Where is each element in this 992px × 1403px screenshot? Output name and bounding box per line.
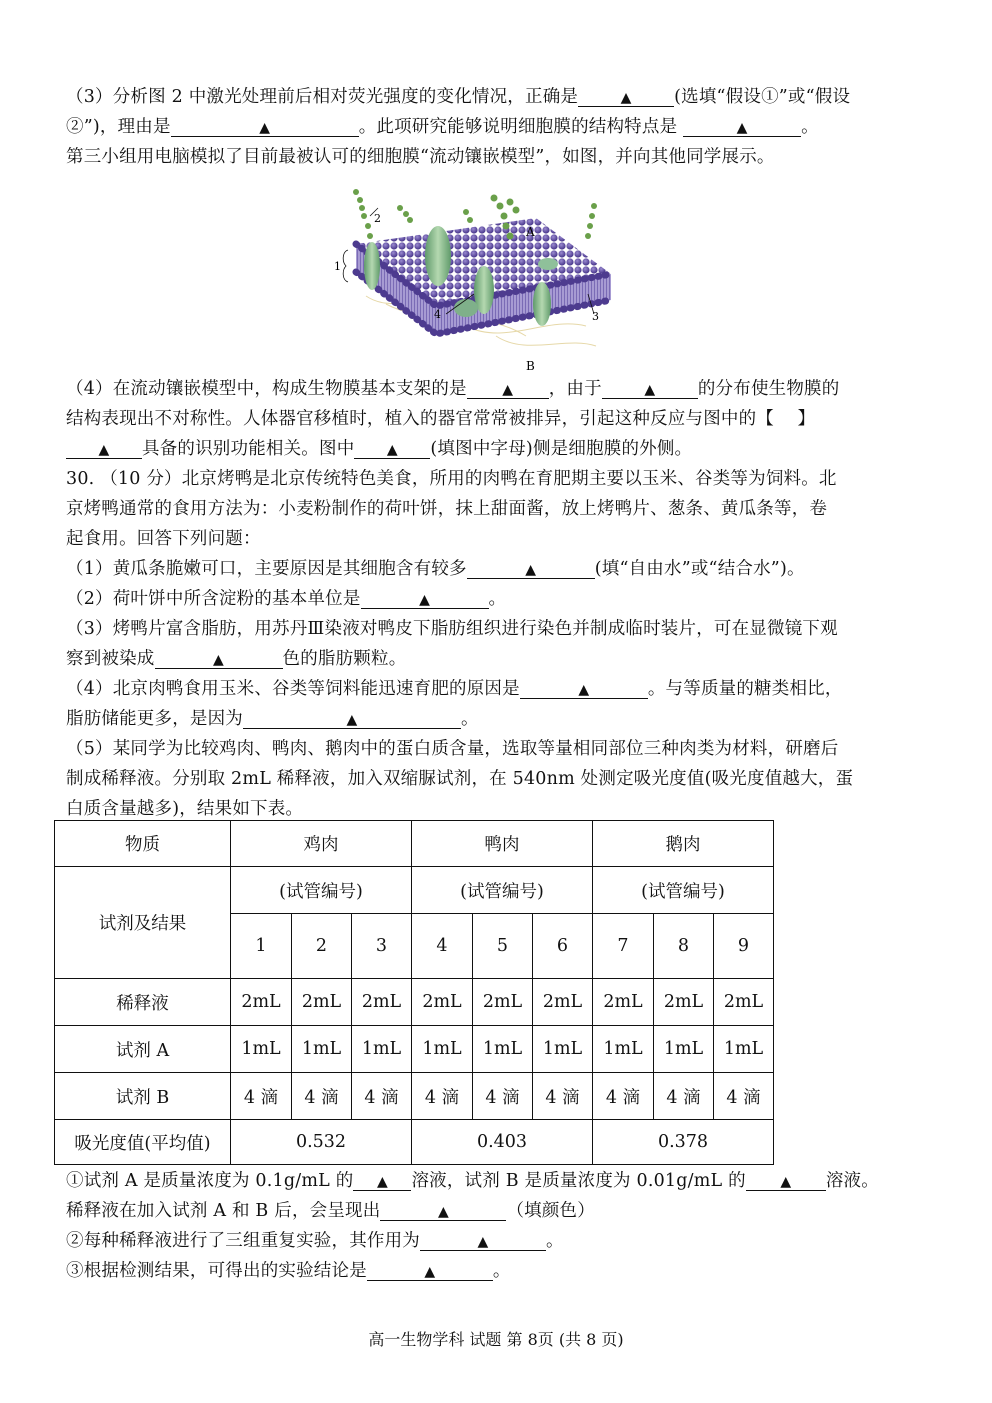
answer-mark: ▲	[780, 1174, 792, 1190]
q29-intro	[66, 142, 926, 172]
table-row	[55, 821, 774, 867]
q30-3-text: （3）烤鸭片富含脂肪，用苏丹Ⅲ染液对鸭皮下脂肪组织进行染色并制成临时装片，可在显微镜下观	[66, 619, 838, 639]
q29-3-text: （3）分析图 2 中激光处理前后相对荧光强度的变化情况，正确是	[66, 87, 579, 107]
answer-mark: ▲	[502, 382, 514, 398]
q30-4-text: 。与等质量的糖类相比，	[647, 679, 843, 699]
answer-blank[interactable]	[66, 436, 142, 459]
answer-mark: ▲	[736, 120, 748, 136]
q30-4-line1	[66, 674, 926, 704]
q29-4-line2	[66, 404, 926, 434]
table-cell: 1mL	[473, 1026, 533, 1073]
q30-5-line1	[66, 734, 926, 764]
table-cell: 4 滴	[533, 1073, 593, 1120]
tube-number: 1	[231, 914, 292, 979]
answer-mark: ▲	[386, 442, 398, 458]
row-label: 试剂 A	[55, 1026, 231, 1073]
q29-3-line1	[66, 82, 926, 112]
tube-number: 9	[714, 914, 774, 979]
table-cell: 1mL	[593, 1026, 654, 1073]
q30-5-sub-text: ③根据检测结果，可得出的实验结论是	[66, 1261, 367, 1281]
table-cell: 1mL	[352, 1026, 412, 1073]
q30-3-text: 察到被染成	[66, 649, 155, 669]
answer-blank[interactable]	[420, 1228, 546, 1251]
protein-peripheral	[454, 299, 478, 317]
q30-5-sub-text: 溶液。	[825, 1171, 879, 1191]
membrane-diagram	[326, 186, 626, 376]
table-cell: 1mL	[292, 1026, 352, 1073]
table-cell: 1mL	[412, 1026, 473, 1073]
q30-5-sub-text: 溶液，试剂 B 是质量浓度为 0.01g/mL 的	[411, 1171, 746, 1191]
table-cell: 4 滴	[231, 1073, 292, 1120]
q30-head: 30. （10 分）北京烤鸭是北京传统特色美食，所用的肉鸭在育肥期主要以玉米、谷类等为饲料。北	[66, 469, 837, 489]
table-cell: 4 滴	[292, 1073, 352, 1120]
q30-1-text: （1）黄瓜条脆嫩可口，主要原因是其细胞含有较多	[66, 559, 467, 579]
tube-number: 8	[654, 914, 714, 979]
label-4: 4	[434, 308, 441, 321]
q30-4-text: 。	[461, 709, 479, 729]
answer-blank[interactable]	[578, 84, 674, 107]
q30-4-text: （4）北京肉鸭食用玉米、谷类等饲料能迅速育肥的原因是	[66, 679, 520, 699]
answer-blank[interactable]	[155, 646, 283, 669]
q30-2	[66, 584, 926, 614]
q29-intro-text: 第三小组用电脑模拟了目前最被认可的细胞膜“流动镶嵌模型”，如图，并向其他同学展示。	[66, 147, 775, 167]
protein-right	[533, 282, 551, 326]
q30-5-sub-text: ②每种稀释液进行了三组重复实验，其作用为	[66, 1231, 420, 1251]
table-row	[55, 1120, 774, 1165]
q30-5-sub-text: ①试剂 A 是质量浓度为 0.1g/mL 的	[66, 1171, 354, 1191]
table-cell: 4 滴	[412, 1073, 473, 1120]
protein-left	[364, 242, 380, 290]
answer-blank[interactable]	[746, 1168, 826, 1191]
tube-number: 4	[412, 914, 473, 979]
answer-blank[interactable]	[171, 114, 359, 137]
answer-blank[interactable]	[683, 114, 801, 137]
table-cell: 4 滴	[352, 1073, 412, 1120]
table-cell: 1mL	[533, 1026, 593, 1073]
protein-surface	[538, 258, 558, 270]
q30-head-line2	[66, 494, 926, 524]
page-footer: 高一生物学科 试题 第 8页 (共 8 页)	[368, 1330, 624, 1349]
q29-4-text: 结构表现出不对称性。人体器官移植时，植入的器官常常被排异，引起这种反应与图中的【 】	[66, 409, 816, 429]
answer-blank[interactable]	[243, 706, 461, 729]
q29-4-text: (填图中字母)侧是细胞膜的外侧。	[430, 439, 693, 459]
protein-channel	[425, 226, 451, 286]
tube-number: 3	[352, 914, 412, 979]
answer-mark: ▲	[213, 652, 224, 668]
q29-4-text: ，由于	[548, 379, 602, 399]
answer-mark: ▲	[376, 1174, 388, 1190]
answer-blank[interactable]	[361, 586, 489, 609]
q29-4-text: （4）在流动镶嵌模型中，构成生物膜基本支架的是	[66, 379, 467, 399]
header-group: 鸭肉	[412, 821, 593, 867]
q30-2-text: 。	[488, 589, 507, 609]
answer-blank[interactable]	[354, 436, 430, 459]
table-cell: 2mL	[654, 979, 714, 1026]
table-cell: 4 滴	[654, 1073, 714, 1120]
label-2: 2	[374, 212, 381, 225]
table-cell: 4 滴	[473, 1073, 533, 1120]
table-cell: 4 滴	[593, 1073, 654, 1120]
row-label: 试剂 B	[55, 1073, 231, 1120]
q30-5-sub-text: 稀释液在加入试剂 A 和 B 后，会呈现出	[66, 1201, 381, 1221]
answer-mark: ▲	[644, 382, 656, 398]
q30-5-sub2	[66, 1226, 926, 1256]
tube-number: 5	[473, 914, 533, 979]
answer-mark: ▲	[620, 90, 632, 106]
answer-blank[interactable]	[367, 1258, 493, 1281]
tube-number: 7	[593, 914, 654, 979]
q30-5-line2	[66, 764, 926, 794]
q30-3-text: 色的脂肪颗粒。	[282, 649, 407, 669]
label-B: B	[526, 359, 535, 373]
answer-mark: ▲	[424, 1264, 436, 1280]
table-cell: 2mL	[593, 979, 654, 1026]
protein-experiment-table	[54, 820, 774, 1165]
q30-5-sub-text: （填颜色）	[506, 1201, 595, 1221]
q30-2-text: （2）荷叶饼中所含淀粉的基本单位是	[66, 589, 361, 609]
table-cell: 1mL	[714, 1026, 774, 1073]
answer-blank[interactable]	[520, 676, 648, 699]
absorbance-value: 0.378	[593, 1120, 774, 1165]
answer-blank[interactable]	[380, 1198, 506, 1221]
answer-mark: ▲	[525, 562, 537, 578]
answer-mark: ▲	[259, 120, 271, 136]
q29-4-text: 的分布使生物膜的	[697, 379, 840, 399]
q30-head-line3	[66, 524, 926, 554]
table-cell: 2mL	[231, 979, 292, 1026]
tube-label: (试管编号)	[593, 867, 774, 914]
table-cell: 2mL	[412, 979, 473, 1026]
table-cell: 2mL	[473, 979, 533, 1026]
header-reagent: 试剂及结果	[55, 867, 231, 979]
q29-3-text: (选填“假设①”或“假设	[674, 87, 851, 107]
q30-5-text: （5）某同学为比较鸡肉、鸭肉、鹅肉中的蛋白质含量，选取等量相同部位三种肉类为材料，研磨后	[66, 739, 839, 759]
table-cell: 2mL	[533, 979, 593, 1026]
q30-5-sub1-line1	[66, 1166, 926, 1196]
answer-mark: ▲	[477, 1234, 489, 1250]
table-row	[55, 979, 774, 1026]
absorbance-value: 0.403	[412, 1120, 593, 1165]
label-3: 3	[592, 310, 599, 323]
q30-1-text: (填“自由水”或“结合水”)。	[594, 559, 805, 579]
tube-number: 6	[533, 914, 593, 979]
answer-mark: ▲	[578, 682, 590, 698]
answer-blank[interactable]	[467, 376, 549, 399]
label-1: 1	[334, 260, 341, 273]
answer-blank[interactable]	[602, 376, 698, 399]
q30-5-sub-text: 。	[546, 1231, 564, 1251]
q29-3-text: 。	[801, 117, 819, 137]
q30-4-text: 脂肪储能更多，是因为	[66, 709, 243, 729]
absorbance-value: 0.532	[231, 1120, 412, 1165]
q29-3-text: ②”)，理由是	[66, 117, 171, 137]
answer-mark: ▲	[437, 1204, 449, 1220]
table-cell: 4 滴	[714, 1073, 774, 1120]
q30-head: 京烤鸭通常的食用方法为：小麦粉制作的荷叶饼，抹上甜面酱，放上烤鸭片、葱条、黄瓜条等，卷	[66, 499, 828, 519]
q30-1	[66, 554, 926, 584]
answer-mark: ▲	[98, 442, 110, 458]
q30-5-text: 制成稀释液。分别取 2mL 稀释液，加入双缩脲试剂，在 540nm 处测定吸光度值(吸光度值越大，蛋	[66, 769, 854, 789]
table-cell: 2mL	[292, 979, 352, 1026]
q30-5-sub3	[66, 1256, 926, 1286]
answer-mark: ▲	[419, 592, 431, 608]
header-substance: 物质	[55, 821, 231, 867]
row-label: 稀释液	[55, 979, 231, 1026]
fluid-mosaic-figure	[326, 186, 626, 376]
table-cell: 2mL	[714, 979, 774, 1026]
q30-3-line1	[66, 614, 926, 644]
q29-3-line2	[66, 112, 926, 142]
q30-head: 起食用。回答下列问题：	[66, 529, 261, 549]
q30-head-line1	[66, 464, 926, 494]
table-cell: 2mL	[352, 979, 412, 1026]
q30-5-sub-text: 。	[492, 1261, 511, 1281]
answer-blank[interactable]	[353, 1168, 411, 1191]
q30-5-text: 白质含量越多)，结果如下表。	[66, 799, 304, 819]
tube-label: (试管编号)	[231, 867, 412, 914]
row-label: 吸光度值(平均值)	[55, 1120, 231, 1165]
table-cell: 1mL	[654, 1026, 714, 1073]
q30-5-sub1-line2	[66, 1196, 926, 1226]
q29-4-line3	[66, 434, 926, 464]
q30-3-line2	[66, 644, 926, 674]
table-cell: 1mL	[231, 1026, 292, 1073]
table-row	[55, 1073, 774, 1120]
table-row	[55, 867, 774, 914]
label-A: A	[526, 225, 535, 239]
tube-label: (试管编号)	[412, 867, 593, 914]
header-group: 鹅肉	[593, 821, 774, 867]
q29-3-text: 。此项研究能够说明细胞膜的结构特点是	[358, 117, 678, 137]
answer-mark: ▲	[346, 712, 358, 728]
table-row	[55, 1026, 774, 1073]
header-group: 鸡肉	[231, 821, 412, 867]
tube-number: 2	[292, 914, 352, 979]
answer-blank[interactable]	[467, 556, 595, 579]
q30-4-line2	[66, 704, 926, 734]
q29-4-text: 具备的识别功能相关。图中	[142, 439, 355, 459]
q29-4-line1	[66, 374, 926, 404]
